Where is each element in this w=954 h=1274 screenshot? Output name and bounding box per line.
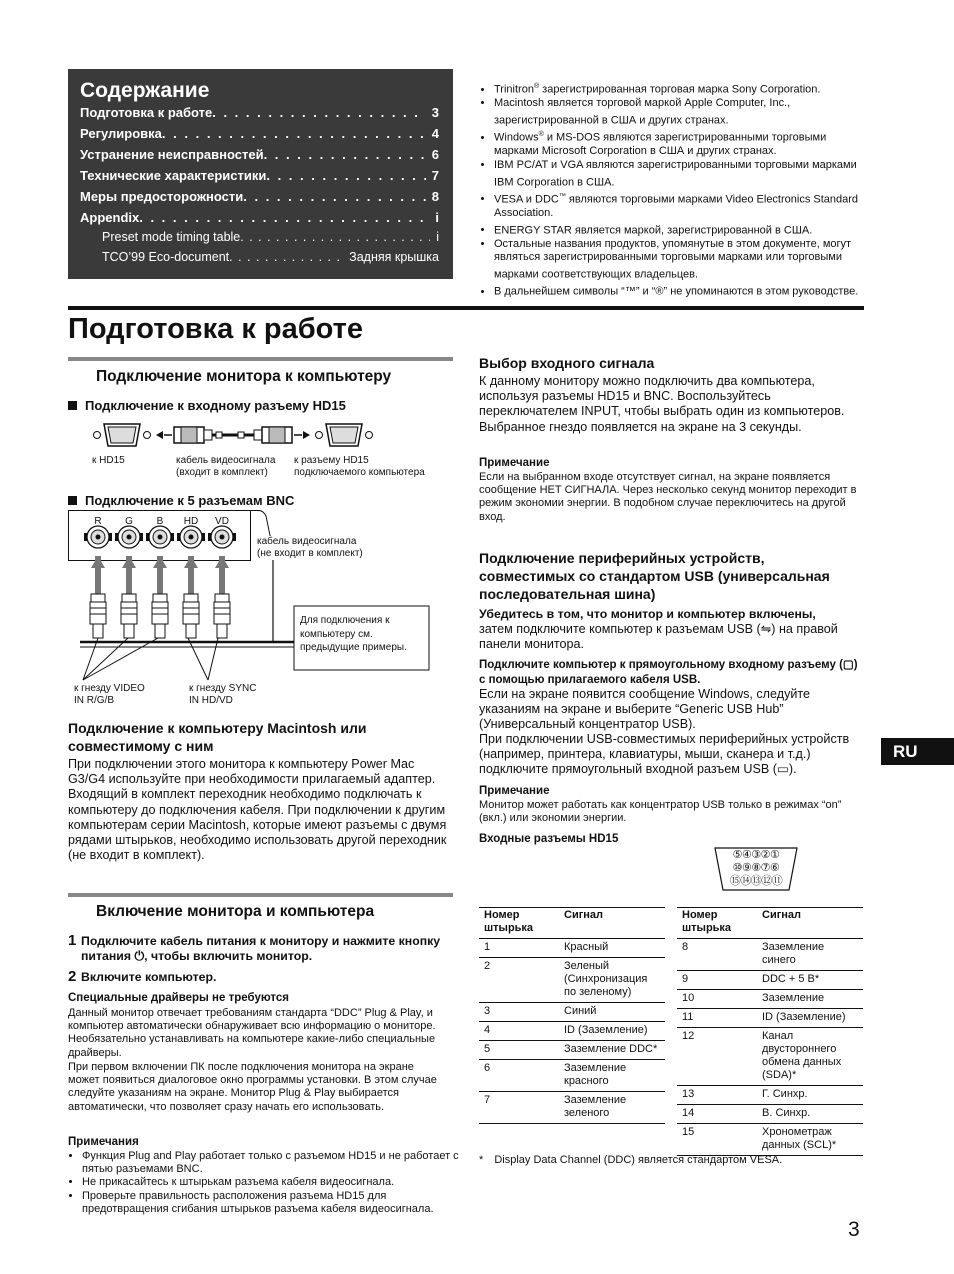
- table-row: [479, 1092, 665, 1124]
- usb-note-heading: Примечание: [479, 785, 550, 797]
- toc-item[interactable]: [80, 126, 439, 141]
- pin-signal: Заземление: [757, 990, 863, 1009]
- trademarks-list: [480, 80, 865, 300]
- pin-signal: Заземление зеленого: [559, 1092, 665, 1124]
- usb-text-1: затем подключите компьютер к разъемам USB (⇋) на правой панели монитора.: [479, 622, 838, 652]
- bnc-label: G: [125, 516, 133, 527]
- table-row: [479, 1003, 665, 1022]
- trademark-text: VESA и DDC: [494, 193, 559, 206]
- pin-row-1: ⑤④③②①: [732, 849, 780, 861]
- step-1-text: Подключите кабель питания к монитору и нажмите кнопку питания ⏻, чтобы включить монитор.: [81, 934, 441, 963]
- table-row: [677, 1009, 863, 1028]
- pin-signal: Г. Синхр.: [757, 1086, 863, 1105]
- step-2-number: 2: [68, 968, 77, 985]
- hd15-caption-right: к разъему HD15 подключаемого компьютера: [294, 455, 425, 478]
- table-row: [677, 1028, 863, 1086]
- usb-text-2: Если на экране появится сообщение Windows, следуйте указаниям на экране и выберите “Generic USB Hub” (Универсальный концентратор USB).: [479, 687, 811, 732]
- pin-row-2: ⑩⑨⑧⑦⑥: [732, 862, 780, 874]
- bnc-plug: [214, 556, 230, 638]
- cable-plug-right: [254, 427, 292, 443]
- trademark-symbol: ®: [538, 131, 544, 139]
- note-item: • Не прикасайтесь к штырькам разъема кабеля видеосигнала.: [82, 1176, 460, 1189]
- table-row: [677, 939, 863, 971]
- bnc-plug: [183, 556, 199, 638]
- trademark-item: [494, 97, 865, 128]
- input-text: К данному монитору можно подключить два компьютера, используя разъемы HD15 и BNC. Воспользуйтесь переключателем INPUT, чтобы выбрать один из компьютеров. Выбранное гнездо появляется на экране на 3 секунды.: [479, 374, 845, 434]
- toc-item-page: 3: [431, 105, 439, 120]
- pin-signal: Красный: [559, 939, 665, 958]
- toc-subitem-label: Preset mode timing table: [102, 230, 241, 244]
- bnc-cable-caption: кабель видеосигнала (не входит в комплект): [257, 536, 363, 559]
- pin-number: 7: [479, 1092, 559, 1124]
- usb-bold-2: Подключите компьютер к прямоугольному входному разъему (▢) с помощью прилагаемого кабеля USB.: [479, 659, 858, 686]
- table-row: [479, 1060, 665, 1092]
- pin-number: 12: [677, 1028, 757, 1086]
- trademark-text: Остальные названия продуктов, упомянутые в этом документе, могут являться зарегистрированными торговыми марками или торговыми марками соответствующих владельцев.: [494, 237, 852, 281]
- trademark-text: Windows: [494, 131, 539, 144]
- trademark-text-cont: зарегистрированная торговая марка Sony Corporation.: [539, 83, 821, 96]
- hd15-pin-numbers: [713, 849, 799, 888]
- section-rule: [68, 893, 453, 897]
- bnc-plug: [152, 556, 168, 638]
- title-rule: [68, 306, 864, 310]
- toc-item-page: 4: [431, 126, 439, 141]
- trademark-item: [494, 128, 865, 159]
- table-of-contents: [68, 69, 453, 279]
- table-row: [677, 990, 863, 1009]
- footnote-mark: *: [479, 1154, 484, 1166]
- pin-number: 1: [479, 939, 559, 958]
- drivers-text-1: Данный монитор отвечает требованиям стандарта “DDC” Plug & Play, и компьютер автоматически обнаруживает всю информацию о мониторе. Необязательно устанавливать на компьютере какие-либо специальные драйверы.: [68, 1007, 436, 1059]
- toc-item-label: Регулировка: [80, 126, 162, 141]
- pin-signal: Заземление красного: [559, 1060, 665, 1092]
- trademark-text: Trinitron: [494, 83, 534, 96]
- table-header-row: [677, 908, 863, 939]
- toc-item[interactable]: [80, 168, 439, 183]
- drivers-heading: Специальные драйверы не требуются: [68, 992, 289, 1004]
- section-rule: [68, 357, 453, 361]
- toc-title: Содержание: [80, 79, 210, 102]
- table-row: [677, 971, 863, 990]
- toc-item-label: Appendix: [80, 210, 140, 225]
- bnc-caption-sync: к гнезду SYNC IN HD/VD: [189, 683, 257, 706]
- bnc-label: B: [156, 516, 164, 527]
- toc-subitem-page: Задняя крышка: [349, 250, 439, 264]
- column-header: Сигнал: [559, 908, 665, 939]
- arrow-left-icon: [156, 431, 163, 439]
- notes-list: [68, 1150, 460, 1216]
- power-heading: Включение монитора и компьютера: [96, 903, 375, 920]
- note-item: • Функция Plug and Play работает только с разъемом HD15 и не работает с пятью разъемами BNC.: [82, 1150, 460, 1176]
- pin-number: 8: [677, 939, 757, 971]
- language-tab: RU: [881, 738, 954, 765]
- pin-number: 6: [479, 1060, 559, 1092]
- pin-number: 9: [677, 971, 757, 990]
- pin-signal: Заземление синего: [757, 939, 863, 971]
- trademark-text: IBM PC/AT и VGA являются зарегистрированными торговыми марками IBM Corporation в США.: [494, 158, 857, 189]
- bnc-heading: Подключение к 5 разъемам BNC: [68, 493, 294, 508]
- toc-subitem-page: i: [436, 230, 439, 244]
- hd15-caption-mid: кабель видеосигнала (входит в комплект): [176, 455, 276, 478]
- footnote: [479, 1154, 782, 1166]
- step-2: [68, 969, 453, 985]
- trademark-item: [494, 190, 865, 221]
- input-note-heading: Примечание: [479, 457, 550, 469]
- cable-plug-left: [174, 427, 212, 443]
- table-row: [677, 1124, 863, 1156]
- toc-item-label: Подготовка к работе: [80, 105, 213, 120]
- bnc-note-text: Для подключения к компьютеру см. предыдущие примеры.: [300, 615, 407, 653]
- toc-item[interactable]: [80, 189, 439, 204]
- trademark-text-cont: являются торговыми марками Video Electronics Standard Association.: [494, 193, 859, 220]
- hd15-heading: Подключение к входному разъему HD15: [68, 398, 346, 413]
- column-header: Номер штырька: [677, 908, 757, 939]
- table-row: [479, 1041, 665, 1060]
- table-header-row: [479, 908, 665, 939]
- monitor-hd15-connector: [94, 424, 151, 446]
- page-title: Подготовка к работе: [68, 313, 363, 345]
- input-note-text: Если на выбранном входе отсутствует сигнал, на экране появляется сообщение НЕТ СИГНАЛА. Через несколько секунд монитор переходит в режим экономии энергии. В подобном случае переключитесь на другой вход.: [479, 471, 857, 523]
- computer-hd15-connector: [316, 424, 373, 446]
- pin-table-left: [479, 907, 665, 1124]
- note-item: • Проверьте правильность расположения разъема HD15 для предотвращения сгибания штырьков разъема кабеля видеосигнала.: [82, 1190, 460, 1216]
- table-row: [677, 1105, 863, 1124]
- page-number: 3: [848, 1218, 860, 1241]
- toc-item[interactable]: [80, 147, 439, 162]
- pin-signal: Синий: [559, 1003, 665, 1022]
- toc-item-label: Технические характеристики: [80, 168, 267, 183]
- pin-signal: ID (Заземление): [757, 1009, 863, 1028]
- toc-item[interactable]: [80, 210, 439, 225]
- table-row: [479, 958, 665, 1003]
- trademark-text: В дальнейшем символы “™” и “®” не упоминаются в этом руководстве.: [494, 285, 859, 298]
- mac-text: При подключении этого монитора к компьютеру Power Mac G3/G4 используйте при необходимости прилагаемый адаптер. Входящий в комплект переходник необходимо подключать к компьютеру до подключения кабеля. При подключении к другим компьютерам серии Macintosh, которые имеют разъемы с двумя рядами штырьков, необходимо использовать другой переходник (не входит в комплект).: [68, 757, 447, 863]
- hd15-caption-left: к HD15: [92, 455, 125, 466]
- bnc-plug: [121, 556, 137, 638]
- drivers-text-2: При первом включении ПК после подключения монитора на экране может появиться диалоговое окно программы установки. В этом случае следуйте указаниям на экране. Монитор Plug & Play выбирается автоматически, что позволяет сразу начать его использовать.: [68, 1061, 437, 1113]
- trademark-item: [494, 80, 865, 97]
- pin-signal: DDC + 5 В*: [757, 971, 863, 990]
- pin-number: 13: [677, 1086, 757, 1105]
- bnc-label: R: [94, 516, 102, 527]
- toc-item-page: 7: [431, 168, 439, 183]
- pin-signal: Зеленый (Синхронизация по зеленому): [559, 958, 665, 1003]
- hd15-cable-diagram: [88, 418, 378, 454]
- trademark-symbol: ®: [533, 83, 540, 90]
- bnc-label: VD: [215, 516, 229, 527]
- toc-item[interactable]: [80, 105, 439, 120]
- footnote-text: Display Data Channel (DDC) является стандартом VESA.: [494, 1154, 783, 1166]
- pin-table-right: [677, 907, 863, 1156]
- step-2-text: Включите компьютер.: [81, 970, 217, 984]
- trademark-text-cont: и MS-DOS являются зарегистрированными торговыми марками Microsoft Corporation в США и других странах.: [494, 131, 827, 158]
- pin-signal: Канал двустороннего обмена данных (SDA)*: [757, 1028, 863, 1086]
- usb-text-3: При подключении USB-совместимых периферийных устройств (например, принтера, клавиатуры, мыши, сканера и т.д.) подключите прямоугольный входной разъем USB (▭).: [479, 732, 850, 777]
- step-1-number: 1: [68, 932, 77, 949]
- usb-heading: Подключение периферийных устройств, совместимых со стандартом USB (универсальная последовательная шина): [479, 550, 830, 602]
- pin-number: 2: [479, 958, 559, 1003]
- trademark-text: Macintosh является торговой маркой Apple Computer, Inc., зарегистрированной в США и других странах.: [494, 97, 791, 127]
- usb-note-text: Монитор может работать как концентратор USB только в режимах “on” (вкл.) или экономии энергии.: [479, 799, 842, 825]
- step-1: [68, 933, 453, 964]
- trademark-item: [494, 159, 865, 190]
- toc-subitem[interactable]: [102, 230, 439, 244]
- pin-signal: Заземление DDC*: [559, 1041, 665, 1060]
- bnc-caption-video: к гнезду VIDEO IN R/G/B: [74, 683, 145, 706]
- table-row: [479, 939, 665, 958]
- toc-item-page: 6: [431, 147, 439, 162]
- input-heading: Выбор входного сигнала: [479, 355, 655, 371]
- trademark-symbol: ™: [558, 192, 566, 200]
- toc-item-page: 8: [431, 189, 439, 204]
- hd15-pins-heading: Входные разъемы HD15: [479, 833, 619, 845]
- bnc-label: HD: [183, 516, 199, 527]
- arrow-right-icon: [303, 431, 310, 439]
- notes-heading: Примечания: [68, 1136, 139, 1148]
- pin-number: 11: [677, 1009, 757, 1028]
- column-header: Номер штырька: [479, 908, 559, 939]
- pin-number: 14: [677, 1105, 757, 1124]
- usb-bold-1: Убедитесь в том, что монитор и компьютер включены,: [479, 607, 816, 621]
- pin-signal: ID (Заземление): [559, 1022, 665, 1041]
- toc-subitem[interactable]: [102, 250, 439, 264]
- bnc-plug: [90, 556, 106, 638]
- pin-number: 15: [677, 1124, 757, 1156]
- toc-item-label: Устранение неисправностей: [80, 147, 264, 162]
- pin-number: 4: [479, 1022, 559, 1041]
- trademark-item: [494, 238, 865, 282]
- pin-signal: Хронометраж данных (SCL)*: [757, 1124, 863, 1156]
- pin-number: 3: [479, 1003, 559, 1022]
- toc-item-label: Меры предосторожности: [80, 189, 244, 204]
- pin-number: 5: [479, 1041, 559, 1060]
- trademark-item: [494, 282, 865, 299]
- trademark-text: ENERGY STAR является маркой, зарегистрированной в США.: [494, 224, 813, 237]
- pin-signal: В. Синхр.: [757, 1105, 863, 1124]
- table-row: [479, 1022, 665, 1041]
- bnc-diagram: [68, 510, 438, 690]
- pin-number: 10: [677, 990, 757, 1009]
- toc-item-page: i: [435, 210, 439, 225]
- column-header: Сигнал: [757, 908, 863, 939]
- connect-heading: Подключение монитора к компьютеру: [96, 368, 392, 385]
- table-row: [677, 1086, 863, 1105]
- mac-heading: Подключение к компьютеру Macintosh или совместимому с ним: [68, 720, 367, 754]
- pin-row-3: ⑮⑭⑬⑫⑪: [729, 875, 783, 887]
- trademark-item: [494, 221, 865, 238]
- toc-subitem-label: TCO’99 Eco-document: [102, 250, 230, 264]
